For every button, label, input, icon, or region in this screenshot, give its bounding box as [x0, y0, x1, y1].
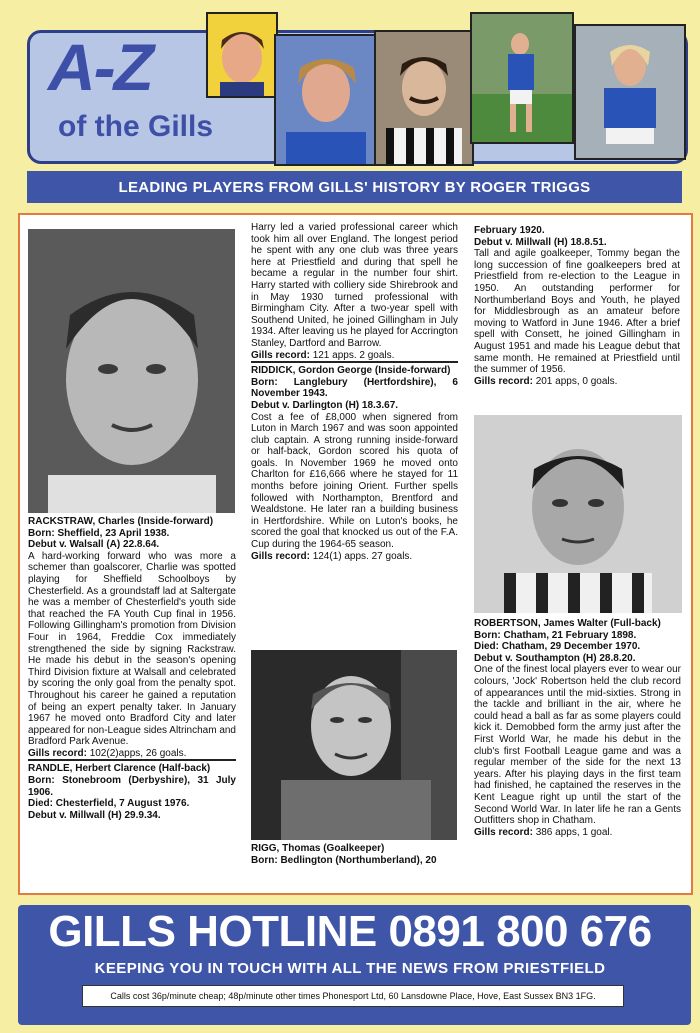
- page-title: A-Z: [48, 30, 152, 104]
- player-photo-rackstraw: [28, 229, 235, 513]
- header-photo-3: [374, 30, 474, 166]
- page-subtitle: of the Gills: [58, 110, 214, 143]
- record-label: Gills record:: [251, 349, 310, 361]
- hotline-tagline: KEEPING YOU IN TOUCH WITH ALL THE NEWS FROM PRIESTFIELD: [94, 960, 606, 977]
- column-2-bottom: [251, 843, 459, 866]
- entry-randle-record: [251, 350, 458, 362]
- entry-rackstraw-born: Born: Sheffield, 23 April 1938.: [28, 527, 170, 539]
- header-photo-1: [206, 12, 278, 98]
- entry-rackstraw-text: A hard-working forward who was more a schemer than goalscorer, Charlie was spotted playing for Sheffield Schoolboys by Chesterfield. As a groundstaff lad at Saltergate he was a member of Chesterfield's youth side that reached the FA Youth Cup final in 1956. Following Gillingham's promotion from Division Four in 1964, Freddie Cox immediately strengthened the side by signing Rackstraw. He made his debut in the season's opening Third Division fixture at Walsall and celebrated by scoring the only goal from the penalty spot. Throughout his career he gained a reputation of being an expert penalty taker. In January 1967 he moved onto Bradford City and later appeared for non-League sides Altrincham and Bradford Park Avenue.: [28, 550, 236, 748]
- entry-randle-name: RANDLE, Herbert Clarence (Half-back): [28, 759, 236, 775]
- column-1: [28, 516, 236, 821]
- entry-robertson-name: ROBERTSON, James Walter (Full-back): [474, 618, 661, 629]
- entry-riddick-name: RIDDICK, Gordon George (Inside-forward): [251, 361, 458, 377]
- entry-riddick-debut: Debut v. Darlington (H) 18.3.67.: [251, 399, 399, 411]
- entry-randle-debut: Debut v. Millwall (H) 29.9.34.: [28, 809, 161, 821]
- record-value: 121 apps. 2 goals.: [312, 349, 395, 361]
- calls-cost-note: Calls cost 36p/minute cheap; 48p/minute other times Phonesport Ltd, 60 Lansdowne Place, Hove, East Sussex BN3 1FG.: [82, 985, 624, 1007]
- header-photo-2: [274, 34, 378, 166]
- header-photo-5: [574, 24, 686, 160]
- player-photo-robertson: [474, 415, 682, 613]
- record-label: Gills record:: [251, 550, 310, 562]
- entry-rackstraw-debut: Debut v. Walsall (A) 22.8.64.: [28, 539, 160, 551]
- entry-robertson-debut: Debut v. Southampton (H) 28.8.20.: [474, 652, 636, 664]
- column-2: [251, 222, 458, 562]
- record-label: Gills record:: [474, 375, 533, 387]
- entry-randle-text: Harry led a varied professional career which took him all over England. The longest period he spent with any one club was three years here at Priestfield and during that spell he became a regular in the number four shirt. Harry started with colliery side Shirebrook and in May 1930 turned professional with Birmingham City. After a two-year spell with Southend United, he joined Gillingham in July 1934. After leaving us he played for Accrington Stanley, Dartford and Barrow.: [251, 222, 458, 349]
- entry-rigg-text: Tall and agile goalkeeper, Tommy began the long succession of fine goalkeepers bred at Priestfield from re-election to the League in 1950. An outstanding performer for Northumberland Boys and Youth, he played for Middlesbrough as an amateur before moving to Watford in June 1946. After a brief spell with Consett, he joined Gillingham in August 1951 and made his League debut that same month. He remained at Priestfield until the summer of 1956.: [474, 248, 680, 376]
- player-photo-rigg: [251, 650, 457, 840]
- entry-robertson-text: One of the finest local players ever to wear our colours, 'Jock' Robertson held the club record of appearances until the mid-sixties. Strong in the tackle and brilliant in the air, where he could head a ball as far as some players could kick it. Demobbed form the army just after the First World War, he made his debut in the club's first Football League game and was a regular member of the side for the next 13 years. After his playing days in the first team had finished, he captained the reserves in the Kent League right up until the start of the Second World War. In later life he ran a Gents Outfitters shop in Chatham.: [474, 664, 681, 827]
- entry-rigg-born-cont: February 1920.: [474, 225, 545, 236]
- entry-randle-born: Born: Stonebroom (Derbyshire), 31 July 1906.: [28, 775, 236, 798]
- entry-rackstraw-record: [28, 748, 236, 760]
- entry-riddick-text: Cost a fee of £8,000 when signered from Luton in March 1967 and was soon appointed club captain. A strong running inside-forward or half-back, Gordon scored his quota of goals. In November 1969 he moved onto Charlton for £16,666 where he stayed for 11 months before joining Orient. Further spells followed with Northampton, Brentford and Wealdstone. He later ran a building business in Hertfordshire. While on Luton's books, he scored the goal that knocked us out of the F.A. Cup during the 1964-65 season.: [251, 411, 458, 551]
- record-label: Gills record:: [28, 747, 87, 759]
- column-3-bottom: [474, 618, 681, 838]
- entry-riddick-record: [251, 551, 458, 563]
- entry-rigg-debut: Debut v. Millwall (H) 18.8.51.: [474, 236, 607, 248]
- column-3: [474, 225, 680, 387]
- record-value: 201 apps, 0 goals.: [535, 375, 618, 387]
- entry-robertson-record: [474, 827, 681, 839]
- record-value: 102(2)apps, 26 goals.: [89, 747, 187, 759]
- entry-rigg-record: [474, 376, 680, 388]
- header-photo-4: [470, 12, 574, 144]
- entry-rackstraw-name: RACKSTRAW, Charles (Inside-forward): [28, 516, 214, 527]
- entry-rigg-born: Born: Bedlington (Northumberland), 20: [251, 854, 437, 866]
- entry-riddick-born: Born: Langlebury (Hertfordshire), 6 November 1943.: [251, 376, 458, 400]
- entry-robertson-born: Born: Chatham, 21 February 1898.: [474, 629, 637, 641]
- record-label: Gills record:: [474, 826, 533, 838]
- record-value: 124(1) apps. 27 goals.: [312, 550, 413, 562]
- record-value: 386 apps, 1 goal.: [535, 826, 613, 838]
- entry-randle-died: Died: Chesterfield, 7 August 1976.: [28, 798, 190, 810]
- entry-rigg-name: RIGG, Thomas (Goalkeeper): [251, 843, 385, 854]
- entry-robertson-died: Died: Chatham, 29 December 1970.: [474, 641, 641, 653]
- banner: LEADING PLAYERS FROM GILLS' HISTORY BY ROGER TRIGGS: [27, 171, 682, 203]
- hotline-text: GILLS HOTLINE 0891 800 676: [48, 907, 652, 956]
